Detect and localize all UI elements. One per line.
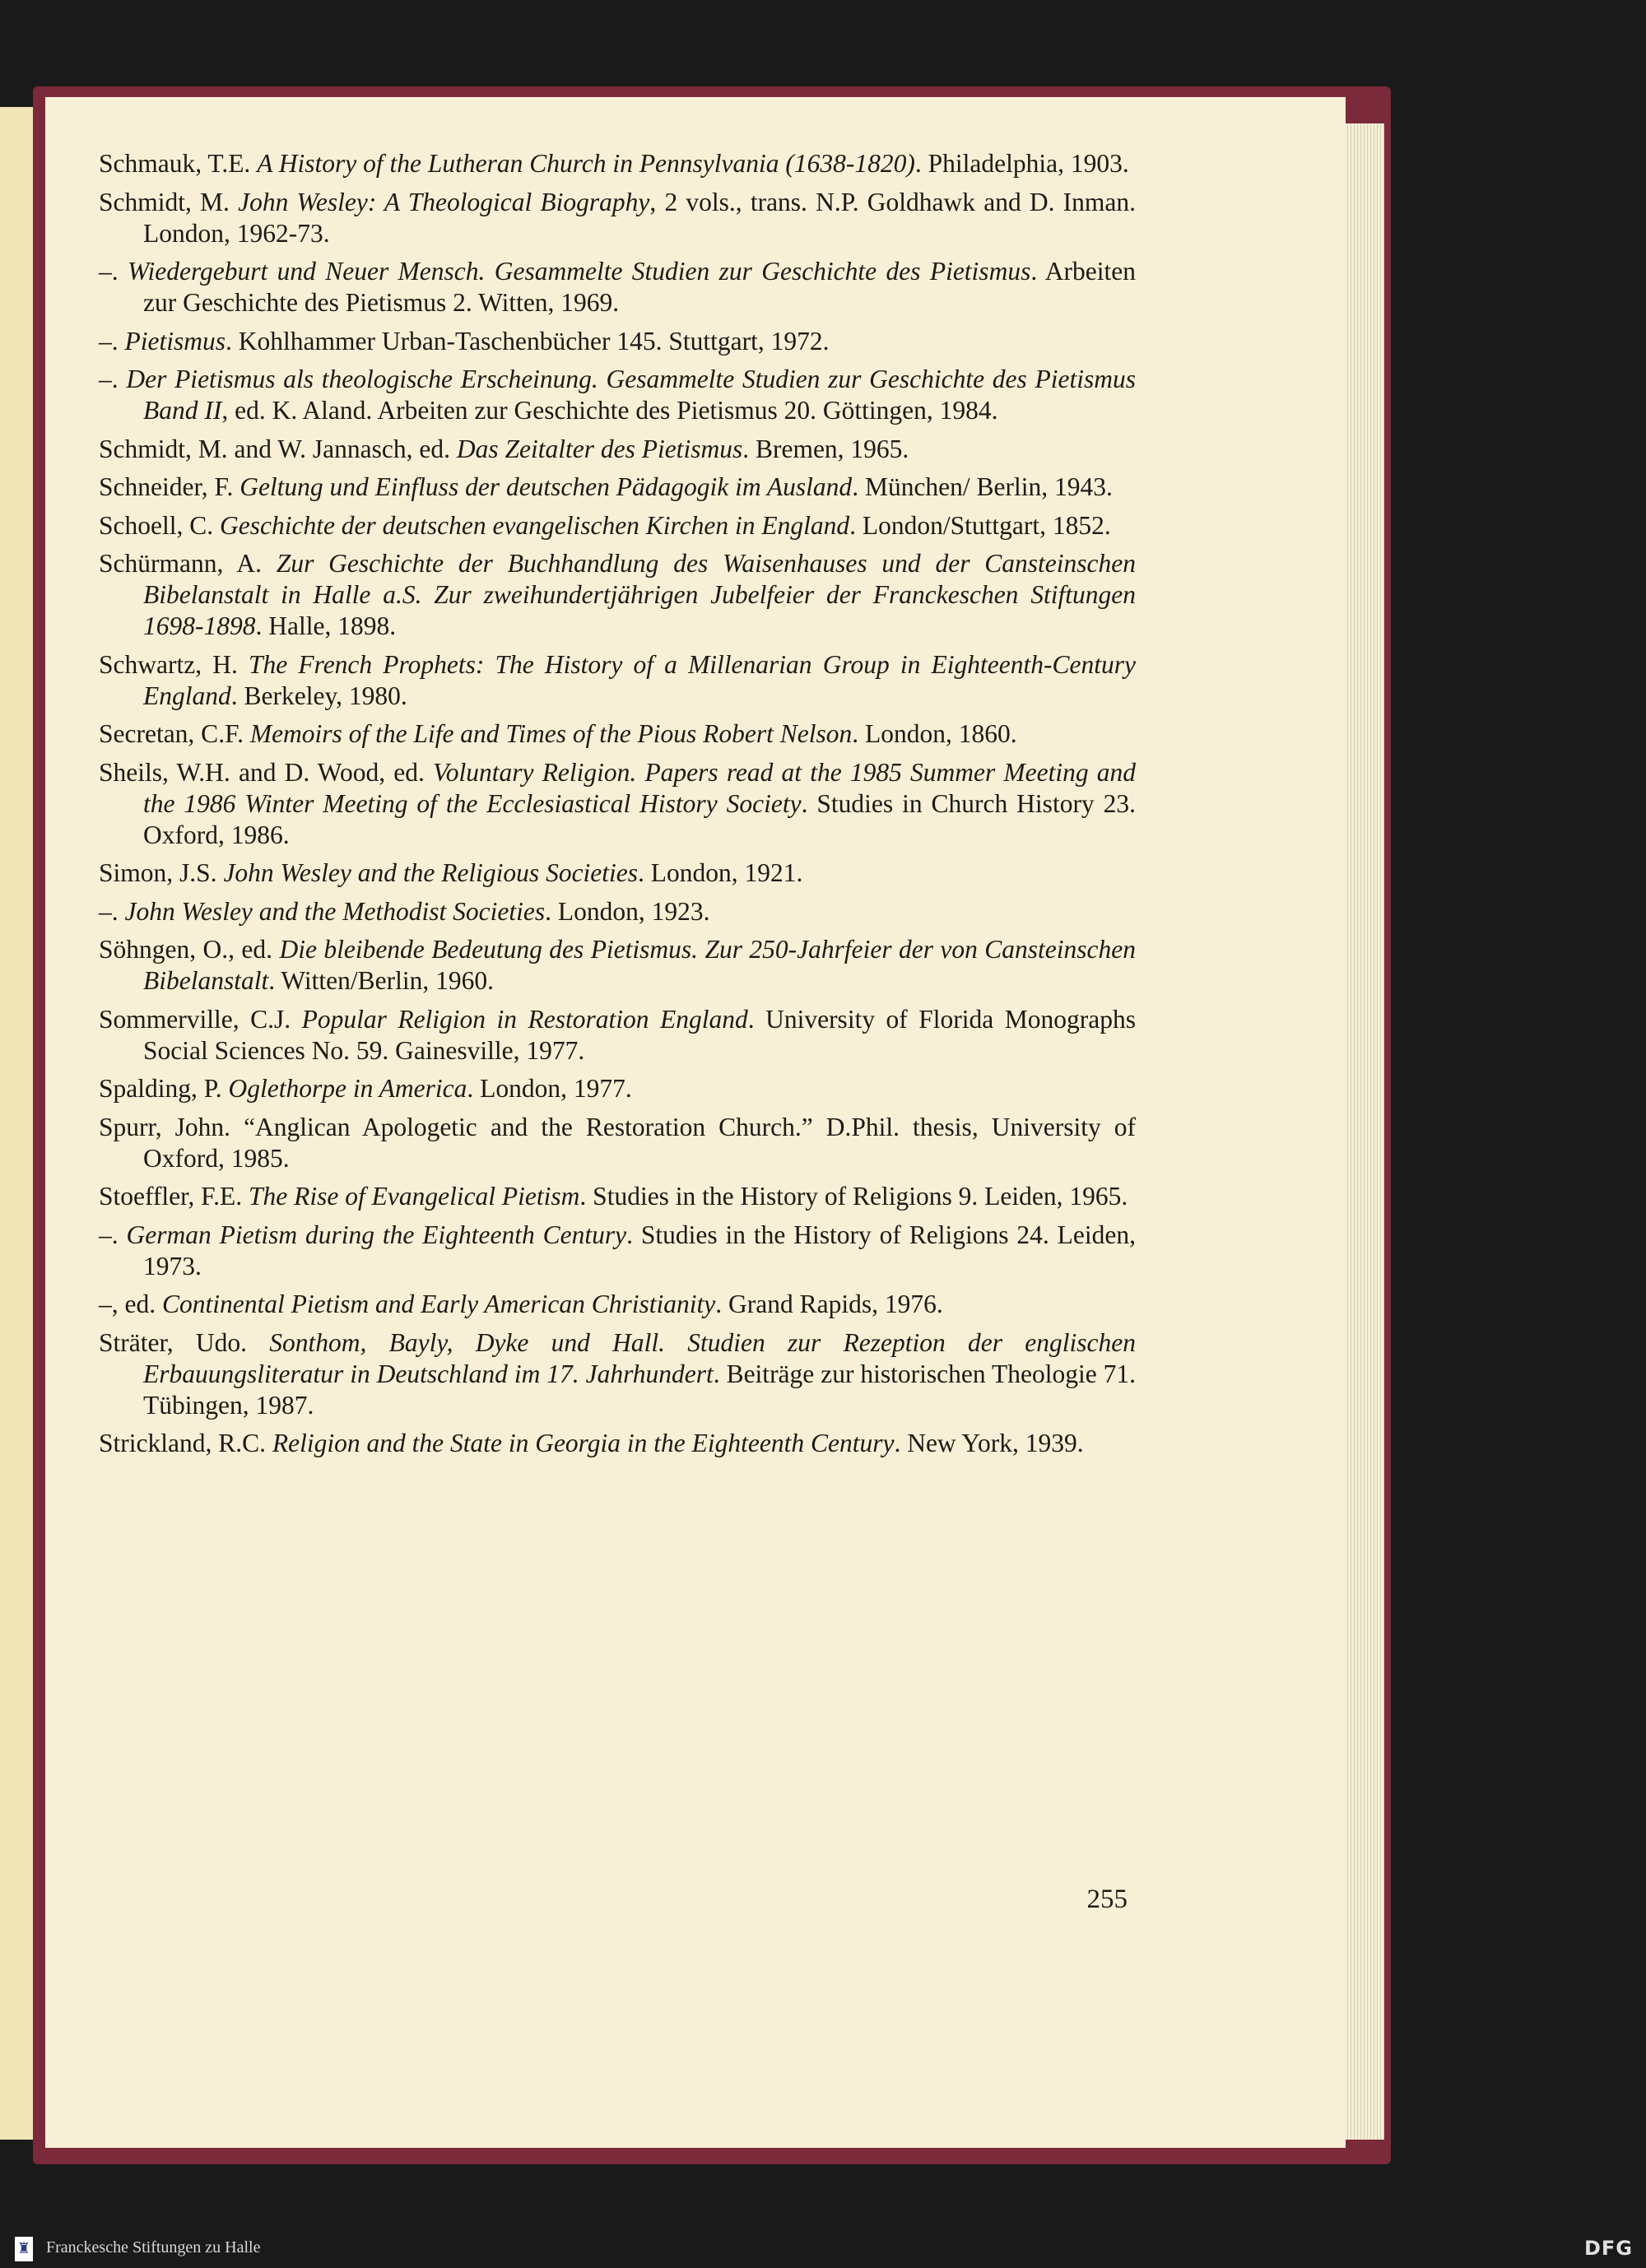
bibliography-entry: Schwartz, H. The French Prophets: The History of a Millenarian Group in Eighteenth-Century England. Berkeley, 1980. — [99, 649, 1136, 710]
viewer-footer — [0, 2230, 1646, 2268]
bibliography-entry: –. John Wesley and the Methodist Societies. London, 1923. — [99, 896, 710, 926]
bibliography-entry: –. Der Pietismus als theologische Erscheinung. Gesammelte Studien zur Geschichte des Pietismus Band II, ed. K. Aland. Arbeiten zur Geschichte des Pietismus 20. Göttingen, 1984. — [99, 365, 1137, 425]
page-edges — [1341, 123, 1384, 2140]
bibliography-entry: Sommerville, C.J. Popular Religion in Restoration England. University of Florida Monographs Social Sciences No. 59. Gainesville, 1977. — [99, 1004, 1136, 1065]
bibliography-entry: Secretan, C.F. Memoirs of the Life and Times of the Pious Robert Nelson. London, 1860. — [99, 719, 1017, 748]
bibliography-entry: Spurr, John. “Anglican Apologetic and the Restoration Church.” D.Phil. thesis, University of Oxford, 1985. — [99, 1112, 1136, 1173]
bibliography-entry: Sheils, W.H. and D. Wood, ed. Voluntary Religion. Papers read at the 1985 Summer Meeting and the 1986 Winter Meeting of the Ecclesiastical History Society. Studies in Church History 23. Oxford, 1986. — [99, 757, 1136, 849]
bibliography-entry: Stoeffler, F.E. The Rise of Evangelical Pietism. Studies in the History of Religions 9. Leiden, 1965. — [99, 1182, 1128, 1211]
bibliography-entry: Schneider, F. Geltung und Einfluss der deutschen Pädagogik im Ausland. München/ Berlin, 1943. — [99, 472, 1113, 501]
bibliography-entry: Schmidt, M. and W. Jannasch, ed. Das Zeitalter des Pietismus. Bremen, 1965. — [99, 434, 909, 463]
bibliography-entry: Schmidt, M. John Wesley: A Theological Biography, 2 vols., trans. N.P. Goldhawk and D. Inman. London, 1962-73. — [99, 187, 1137, 248]
bibliography-entry: Simon, J.S. John Wesley and the Religious Societies. London, 1921. — [99, 858, 803, 887]
dfg-logo: DFG — [1583, 2237, 1633, 2260]
institution-name: Franckesche Stiftungen zu Halle — [46, 2238, 261, 2256]
bibliography-entry: Sträter, Udo. Sonthom, Bayly, Dyke und Hall. Studien zur Rezeption der englischen Erbauungsliteratur in Deutschland im 17. Jahrhundert. Beiträge zur historischen Theologie 71. Tübingen, 1987. — [99, 1327, 1136, 1420]
bibliography-entry: Söhngen, O., ed. Die bleibende Bedeutung des Pietismus. Zur 250-Jahrfeier der von Cansteinschen Bibelanstalt. Witten/Berlin, 1960. — [99, 935, 1137, 995]
bibliography-entry: Schmauk, T.E. A History of the Lutheran Church in Pennsylvania (1638-1820). Philadelphia, 1903. — [99, 149, 1129, 178]
bibliography-entry: Strickland, R.C. Religion and the State in Georgia in the Eighteenth Century. New York, 1939. — [99, 1429, 1084, 1457]
bibliography-entry: –, ed. Continental Pietism and Early American Christianity. Grand Rapids, 1976. — [99, 1290, 943, 1318]
bibliography-entry: Schürmann, A. Zur Geschichte der Buchhandlung des Waisenhauses und der Cansteinschen Bibelanstalt in Halle a.S. Zur zweihundertjährigen Jubelfeier der Franckeschen Stiftungen 1698-1898. Halle, 1898. — [99, 549, 1136, 640]
bibliography-entry: Spalding, P. Oglethorpe in America. London, 1977. — [99, 1074, 632, 1103]
bibliography-entry: Schoell, C. Geschichte der deutschen evangelischen Kirchen in England. London/Stuttgart, 1852. — [99, 510, 1111, 540]
bibliography-entry: –. Wiedergeburt und Neuer Mensch. Gesammelte Studien zur Geschichte des Pietismus. Arbeiten zur Geschichte des Pietismus 2. Witten, 1969. — [99, 257, 1137, 317]
bibliography-entry: –. German Pietism during the Eighteenth Century. Studies in the History of Religions 24. Leiden, 1973. — [99, 1220, 1137, 1280]
page-number: 255 — [1086, 1885, 1128, 1914]
bibliography-list — [99, 148, 1136, 1466]
institution-logo-icon: ♜ — [15, 2237, 33, 2261]
bibliography-entry: –. Pietismus. Kohlhammer Urban-Taschenbücher 145. Stuttgart, 1972. — [99, 326, 830, 356]
